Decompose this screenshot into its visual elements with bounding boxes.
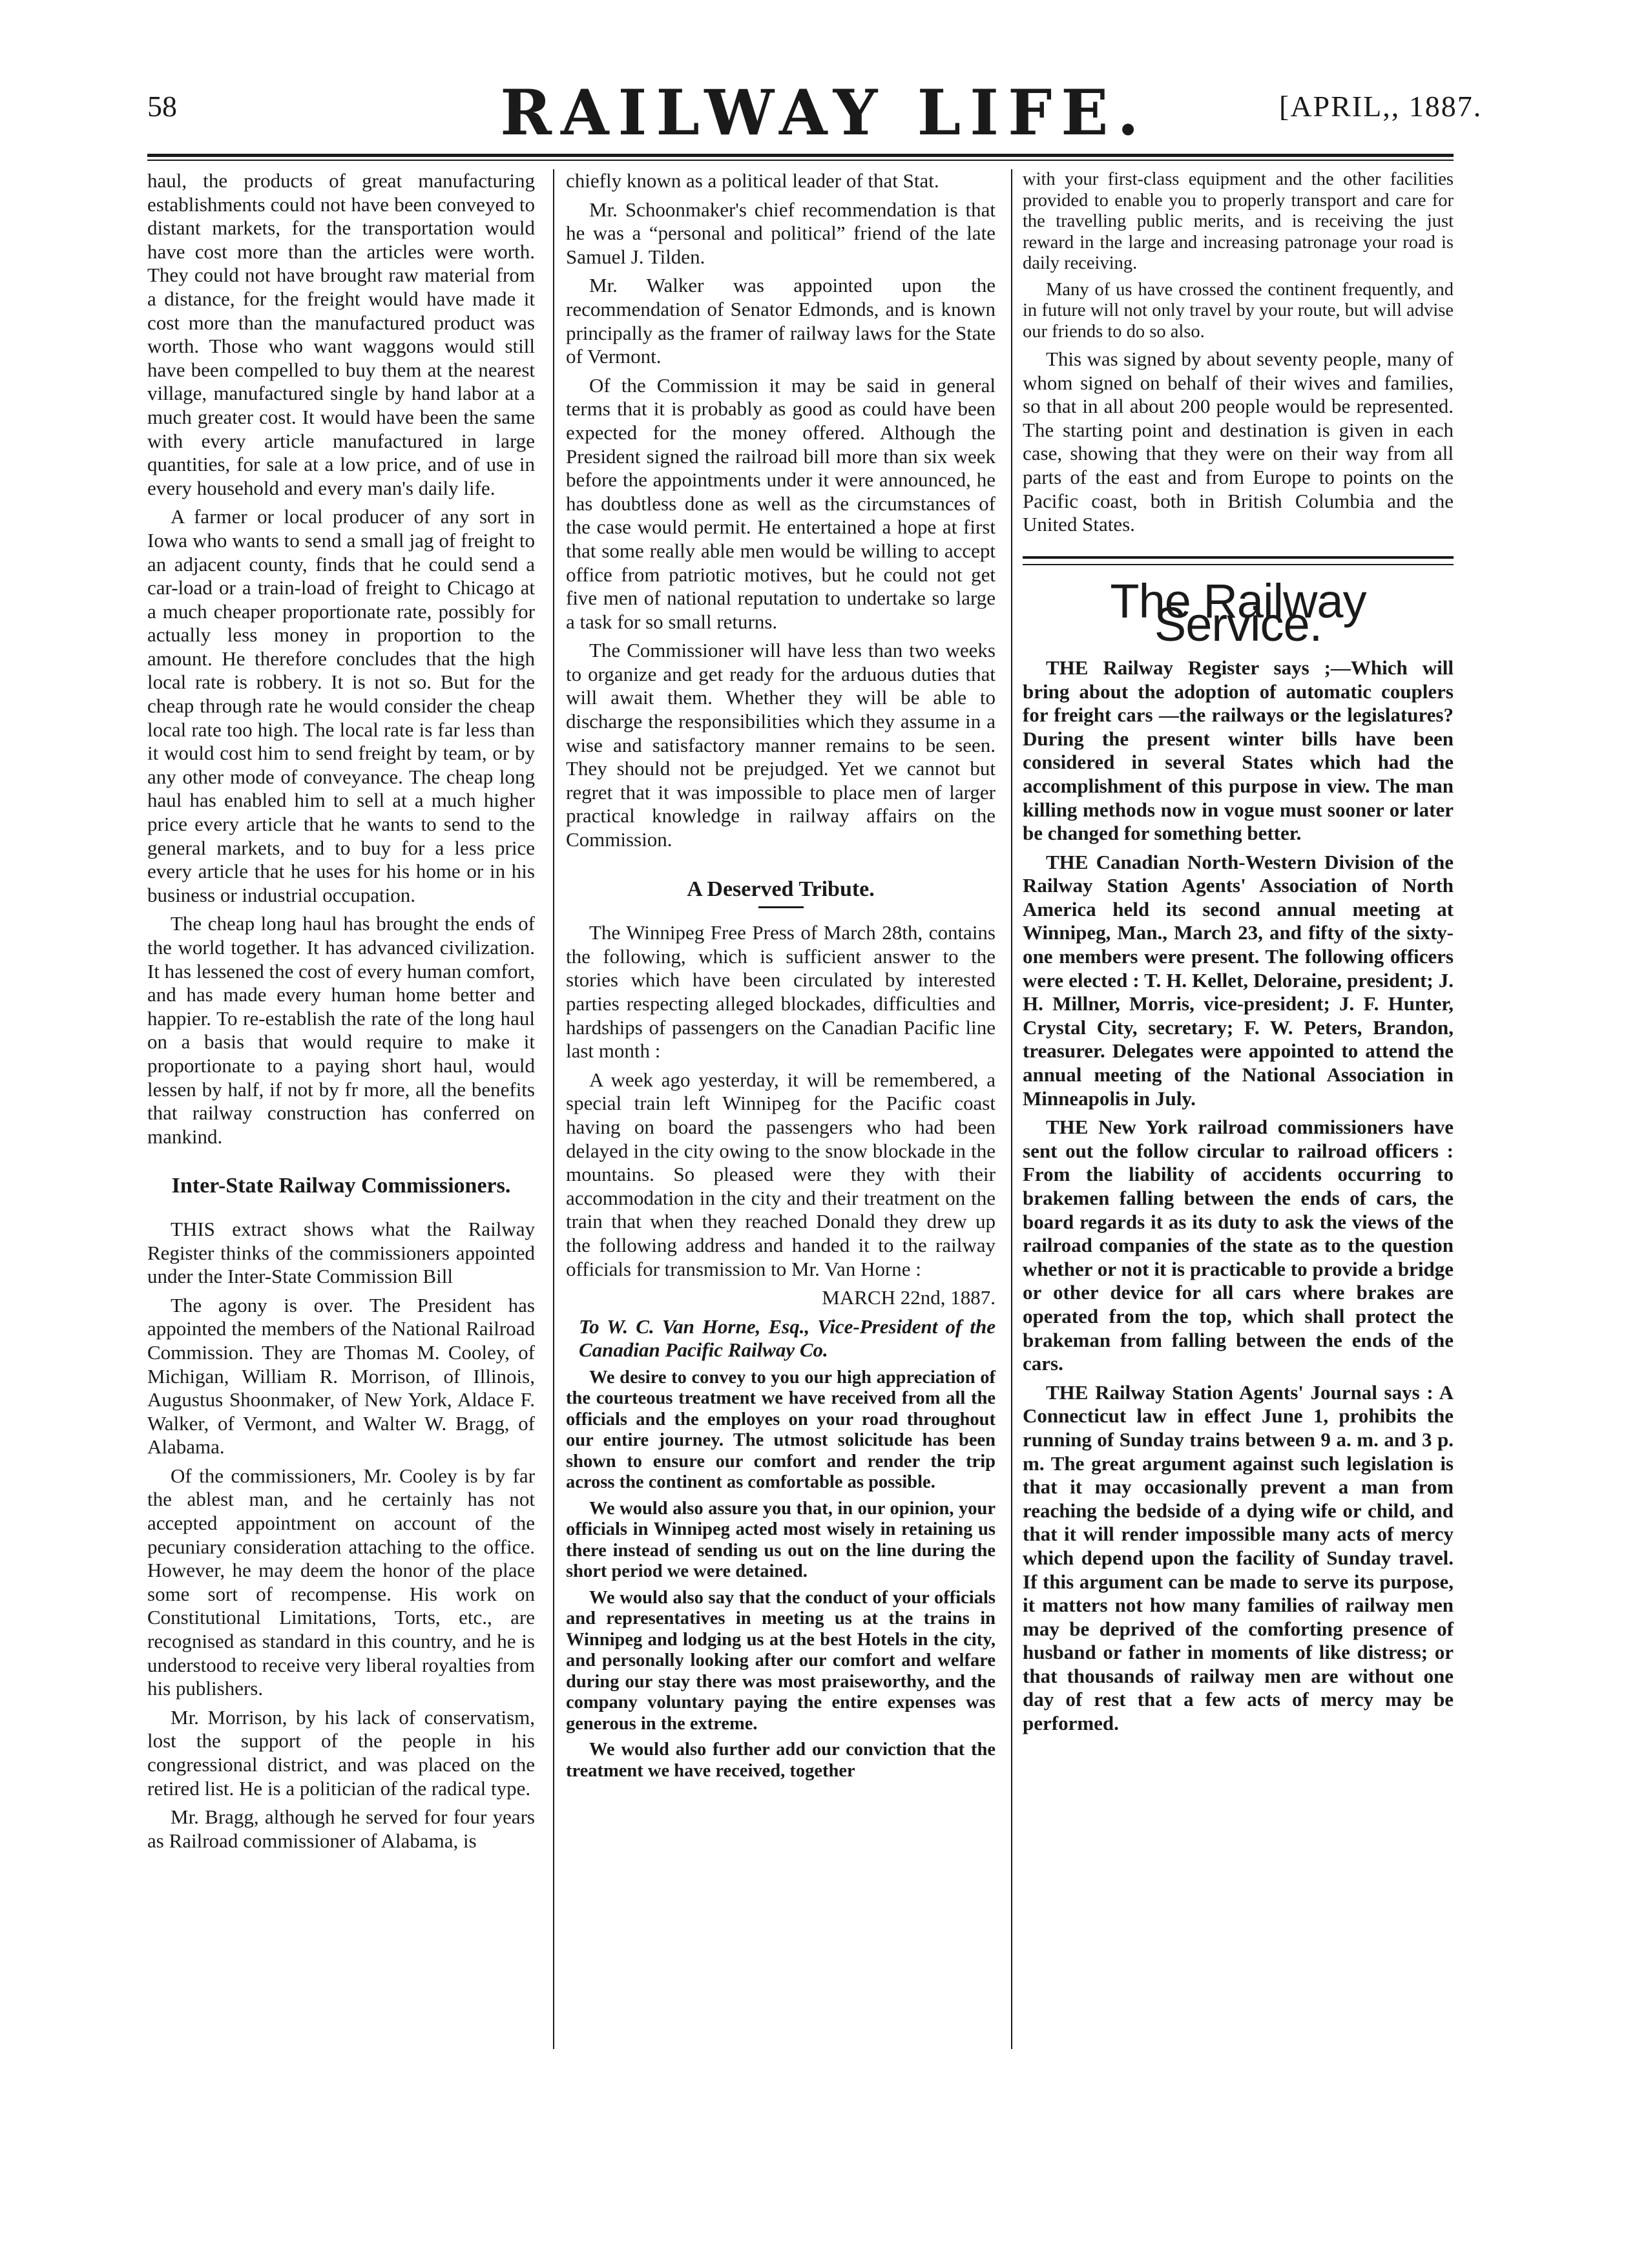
paragraph: Mr. Morrison, by his lack of conservatism, lost the support of the people in his congressional district, and was placed on the retired list. He is a politician of the radical type. — [147, 1705, 535, 1800]
section-heading-inter-state-commissioners: Inter-State Railway Commissioners. — [171, 1174, 511, 1198]
column-divider-1 — [553, 169, 554, 2049]
paragraph: haul, the products of great manufacturing establishments could not have been conveyed to distant markets, for the transportation would have cost more than the articles were worth. They could not have brought raw material from a distance, for the freight would have made it cost more than the manufactured product was worth. Those who want waggons would still have been compelled to buy them at the nearest village, manufactured single by hand labor at a much greater cost. It would have been the same with every article manufactured in large quantities, for sale at a low price, and of use in every household and every man's daily life. — [147, 169, 535, 499]
letter-addressee: To W. C. Van Horne, Esq., Vice-President of the Canadian Pacific Railway Co. — [579, 1315, 996, 1362]
letter-paragraph: We desire to convey to you our high appreciation of the courteous treatment we have received from all the officials and the employes on your road throughout our entire journey. The utmost solicitude has been shown to ensure our comfort and render the trip across the continent as comfortable as possible. — [566, 1367, 996, 1493]
paragraph: A week ago yesterday, it will be remembered, a special train left Winnipeg for the Pacific coast having on board the passengers who had been delayed in the city owing to the snow blockade in the mountains. So pleased were they with their accommodation in the city and their treatment on the train that when they reached Donald they drew up the following address and handed it to the railway officials for transmission to Mr. Van Horne : — [566, 1068, 996, 1280]
column-2 — [566, 169, 996, 1787]
letter-dateline: MARCH 22nd, 1887. — [822, 1286, 996, 1309]
paragraph: chiefly known as a political leader of that Stat. — [566, 169, 939, 192]
paragraph: The Commissioner will have less than two weeks to organize and get ready for the arduous duties that will await them. Whether they will be able to discharge the responsibilities which they assume in a wise and satisfactory manner remains to be seen. They should not be prejudged. Yet we cannot but regret that it was impossible to place men of larger practical knowledge in railway affairs on the Commission. — [566, 639, 996, 851]
masthead — [0, 76, 1648, 147]
section-heading-deserved-tribute: A Deserved Tribute. — [687, 877, 875, 901]
paragraph: with your first-class equipment and the other facilities provided to enable you to properly transport and care for the travelling public merits, and is receiving the just reward in the large and increasing patronage your road is daily receiving. — [1023, 169, 1454, 273]
paragraph: THE Railway Register says ;—Which will bring about the adoption of automatic couplers for freight cars —the railways or the legislatures? During the present winter bills have been considered in several States which had the accomplishment of this purpose in view. The man killing methods now in vogue must sooner or later be changed for something better. — [1023, 656, 1454, 845]
issue-date: [APRIL,, 1887. — [1279, 90, 1483, 123]
letter-paragraph: We would also say that the conduct of your officials and representatives in meeting us at the trains in Winnipeg and lodging us at the best Hotels in the city, and personally looking after our comfort and welfare during our stay there was most praiseworthy, and the company voluntary paying the entire expenses was generous in the extreme. — [566, 1587, 996, 1734]
masthead-rule-thin — [147, 160, 1454, 161]
section-separator — [1023, 556, 1454, 565]
column-3 — [1023, 169, 1454, 1741]
paragraph: The cheap long haul has brought the ends of the world together. It has advanced civilization. It has lessened the cost of every human comfort, and has made every human home better and happier. To re-establish the rate of the long haul on a basis that would require to make it proportionate to a paying short haul, would lessen by half, if not by fr more, all the benefits that railway construction has conferred on mankind. — [147, 912, 536, 1148]
paragraph: The Winnipeg Free Press of March 28th, contains the following, which is sufficient answer to the stories which have been circulated by interested parties respecting alleged blockades, difficulties and hardships of passengers on the Canadian Pacific line last month : — [566, 921, 996, 1063]
paragraph: THE Canadian North-Western Division of the Railway Station Agents' Association of North America held its second annual meeting at Winnipeg, Man., March 23, and fifty of the sixty-one members were present. The following officers were elected : T. H. Kellet, Deloraine, president; J. H. Millner, Morris, vice-president; J. F. Hunter, Crystal City, secretary; F. W. Peters, Brandon, treasurer. Delegates were appointed to attend the annual meeting of the National Association in Minneapolis in July. — [1023, 850, 1454, 1110]
paragraph: Of the Commission it may be said in general terms that it is probably as good as could have been expected for the money offered. Although the President signed the railroad bill more than six week before the appointments under it were announced, he has doubtless done as well as the circumstances of the case would permit. He entertained a hope at first that some really able men would be willing to accept office from patriotic motives, but he could not get five men of national reputation to undertake so large a task for so small returns. — [566, 373, 996, 633]
paragraph: THIS extract shows what the Railway Register thinks of the commissioners appointed under the Inter-State Commission Bill — [147, 1217, 535, 1288]
paragraph: Mr. Schoonmaker's chief recommendation is that he was a “personal and political” friend of the late Samuel J. Tilden. — [566, 198, 996, 268]
section-heading-railway-service: The Railway Service. — [1110, 574, 1366, 652]
letter-paragraph: We would also assure you that, in our opinion, your officials in Winnipeg acted most wisely in retaining us there instead of sending us out on the line during the short period we were detained. — [566, 1498, 996, 1582]
heading-underline — [758, 906, 804, 908]
paragraph: Of the commissioners, Mr. Cooley is by far the ablest man, and he certainly has not accepted appointment on account of the pecuniary consideration attaching to the office. However, he may deem the honor of the place some sort of recompense. His work on Constitutional Limitations, Torts, etc., are recognised as standard in this country, and he is understood to receive very liberal royalties from his publishers. — [147, 1464, 535, 1700]
paragraph: THE Railway Station Agents' Journal says : A Connecticut law in effect June 1, prohibits the running of Sunday trains between 9 a. m. and 3 p. m. The great argument against such legislation is that it may occasionally prevent a man from reaching the bedside of a dying wife or child, and that it will render impossible many acts of mercy which depend upon the facility of Sunday travel. If this argument can be made to serve its purpose, it matters not how many families of railway men may be deprived of the comforting presence of husband or father in moments of like distress; or that thousands of railway men are without one day of rest that a few acts of mercy may be performed. — [1023, 1380, 1454, 1735]
paragraph: The agony is over. The President has appointed the members of the National Railroad Commission. They are Thomas M. Cooley, of Michigan, William R. Morrison, of Illinois, Augustus Shoonmaker, of New York, Aldace F. Walker, of Vermont, and Walter W. Bragg, of Alabama. — [147, 1293, 535, 1459]
paragraph: A farmer or local producer of any sort in Iowa who wants to send a small jag of freight to an adjacent county, finds that he could send a car-load or a train-load of freight to Chicago at a much cheaper proportionate rate, possibly for actually less money in proportion to the amount. He therefore concludes that the high local rate is robbery. It is not so. But for the cheap through rate he would consider the cheap local rate too high. The local rate is far less than it would cost him to send freight by team, or by any other mode of conveyance. The cheap long haul has enabled him to sell at a much higher price every article that he wants to send to the general markets, and to buy for a less price every article that he uses for his home or in his business or industrial occupation. — [147, 505, 535, 906]
page-number: 58 — [147, 90, 177, 123]
paragraph: Mr. Walker was appointed upon the recommendation of Senator Edmonds, and is known principally as the framer of railway laws for the State of Vermont. — [566, 274, 996, 368]
letter-paragraph: We would also further add our conviction that the treatment we have received, together — [566, 1740, 996, 1781]
paragraph: THE New York railroad commissioners have sent out the follow circular to railroad officers : From the liability of accidents occurring to brakemen falling between the ends of cars, the board regards it as its duty to ask the views of the railroad companies of the state as to the question whether or not it is practicable to provide a bridge or other device for all cars where brakes are operated from the top, which shall protect the brakeman from falling between the ends of the cars. — [1023, 1116, 1454, 1375]
column-divider-2 — [1011, 169, 1012, 2049]
paragraph: This was signed by about seventy people, many of whom signed on behalf of their wives and families, so that in all about 200 people would be represented. The starting point and destination is given in each case, showing that they were on their way from all parts of the east and from Europe to points on the Pacific coast, both in British Columbia and the United States. — [1023, 348, 1454, 536]
paragraph: Many of us have crossed the continent frequently, and in future will not only travel by your route, but will advise our friends to do so also. — [1023, 279, 1454, 342]
newspaper-title: RAILWAY LIFE. — [500, 76, 1148, 149]
paragraph: Mr. Bragg, although he served for four years as Railroad commissioner of Alabama, is — [147, 1805, 535, 1852]
masthead-rule-thick — [147, 154, 1454, 157]
column-1 — [147, 169, 535, 1858]
